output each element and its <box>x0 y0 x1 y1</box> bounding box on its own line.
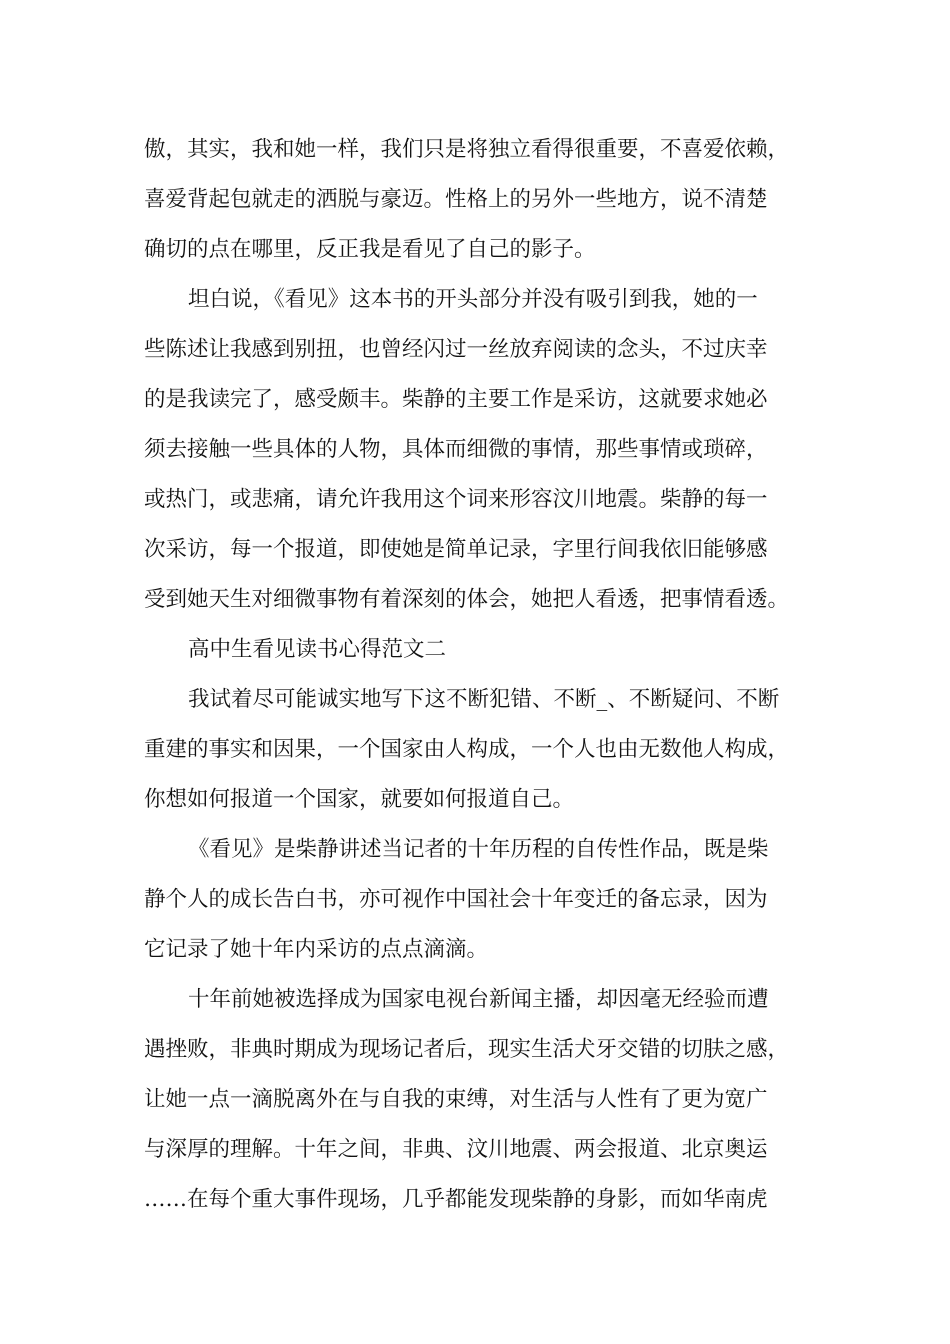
text-line: 遇挫败，非典时期成为现场记者后，现实生活犬牙交错的切肤之感， <box>144 1037 790 1062</box>
section-heading: 高中生看见读书心得范文二 <box>188 637 447 662</box>
text-line: 次采访，每一个报道，即使她是简单记录，字里行间我依旧能够感 <box>144 537 768 562</box>
text-line: 我试着尽可能诚实地写下这不断犯错、不断_、不断疑问、不断 <box>188 687 780 712</box>
text-line: 十年前她被选择成为国家电视台新闻主播，却因毫无经验而遭 <box>188 987 769 1012</box>
text-line: 坦白说，《看见》这本书的开头部分并没有吸引到我，她的一 <box>188 287 758 312</box>
text-line: 受到她天生对细微事物有着深刻的体会，她把人看透，把事情看透。 <box>144 587 790 612</box>
text-line: 确切的点在哪里，反正我是看见了自己的影子。 <box>144 237 596 262</box>
text-line: 或热门，或悲痛，请允许我用这个词来形容汶川地震。柴静的每一 <box>144 487 768 512</box>
text-line: 须去接触一些具体的人物，具体而细微的事情，那些事情或琐碎， <box>144 437 768 462</box>
text-line: 的是我读完了，感受颇丰。柴静的主要工作是采访，这就要求她必 <box>144 387 768 412</box>
text-line: 与深厚的理解。十年之间，非典、汶川地震、两会报道、北京奥运 <box>144 1137 768 1162</box>
text-line: 让她一点一滴脱离外在与自我的束缚，对生活与人性有了更为宽广 <box>144 1087 768 1112</box>
text-line: 静个人的成长告白书，亦可视作中国社会十年变迁的备忘录，因为 <box>144 887 768 912</box>
text-line: 些陈述让我感到别扭，也曾经闪过一丝放弃阅读的念头，不过庆幸 <box>144 337 768 362</box>
text-line: 你想如何报道一个国家，就要如何报道自己。 <box>144 787 575 812</box>
text-line: 喜爱背起包就走的洒脱与豪迈。性格上的另外一些地方，说不清楚 <box>144 187 768 212</box>
text-line: 《看见》是柴静讲述当记者的十年历程的自传性作品，既是柴 <box>188 837 769 862</box>
text-line: ……在每个重大事件现场，几乎都能发现柴静的身影，而如华南虎 <box>144 1187 768 1212</box>
text-line: 重建的事实和因果，一个国家由人构成，一个人也由无数他人构成， <box>144 737 790 762</box>
text-line: 它记录了她十年内采访的点点滴滴。 <box>144 937 489 962</box>
text-line: 傲，其实，我和她一样，我们只是将独立看得很重要，不喜爱依赖， <box>144 137 790 162</box>
